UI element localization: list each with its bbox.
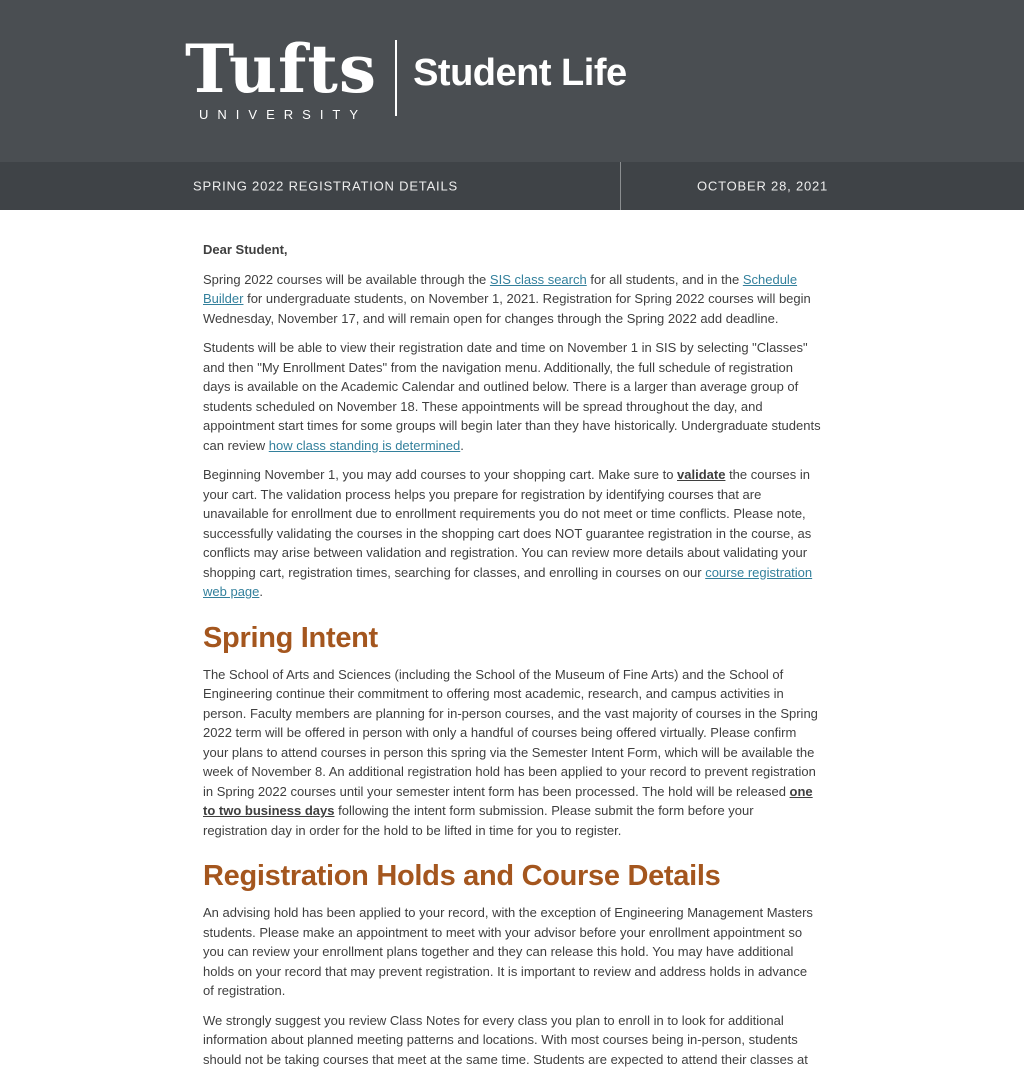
paragraph-text: An advising hold has been applied to your record, with the exception of Engineering Management Masters students. Please make an appointment to meet with your advisor before your enrollment appointment so you can review your enrollment plans together and they can release this hold. You may have additional holds on your record that may prevent registration. It is important to review and address holds in advance of registration. (203, 905, 813, 998)
paragraph-text: for undergraduate students, on November 1, 2021. Registration for Spring 2022 courses will begin Wednesday, November 17, and will remain open for changes through the Spring 2022 add deadline. (203, 291, 811, 326)
section-heading: Spring Intent (203, 622, 821, 655)
emphasized-text: one to two business days (203, 784, 813, 819)
paragraph-text: following the intent form submission. Please submit the form before your registration day in order for the hold to be lifted in time for you to register. (203, 803, 754, 838)
inline-link[interactable]: SIS class search (490, 272, 587, 287)
paragraph-text: . (259, 584, 263, 599)
paragraph-text: Spring 2022 courses will be available through the (203, 272, 490, 287)
paragraph (203, 1011, 821, 1069)
paragraph (203, 903, 821, 1001)
paragraph-text: for all students, and in the (587, 272, 743, 287)
paragraph-text: Beginning November 1, you may add courses to your shopping cart. Make sure to (203, 467, 677, 482)
content-area (0, 210, 1024, 1069)
paragraph (203, 338, 821, 455)
title-bar-divider (620, 162, 621, 210)
salutation (203, 240, 821, 260)
paragraph (203, 465, 821, 602)
registration-details-label: SPRING 2022 REGISTRATION DETAILS (193, 179, 458, 194)
site-title: Student Life (413, 52, 627, 95)
paragraph (203, 270, 821, 329)
section-heading: Registration Holds and Course Details (203, 860, 821, 893)
inline-link[interactable]: Schedule Builder (203, 272, 797, 307)
paragraph (203, 665, 821, 841)
paragraph-text: . (460, 438, 464, 453)
tufts-logo[interactable] (185, 34, 627, 122)
tufts-wordmark: Tufts (185, 34, 377, 104)
paragraph-text: The School of Arts and Sciences (including the School of the Museum of Fine Arts) and the School of Engineering continue their commitment to offering most academic, research, and campus activities in person. Faculty members are planning for in-person courses, and the vast majority of courses in the Spring 2022 term will be offered in person with only a handful of courses being offered virtually. Please confirm your plans to attend courses in person this spring via the Semester Intent Form, which will be available the week of November 8. An additional registration hold has been applied to your record to prevent registration in Spring 2022 courses until your semester intent form has been processed. The hold will be released (203, 667, 818, 799)
paragraph-text: the courses in your cart. The validation process helps you prepare for registration by identifying courses that are unavailable for enrollment due to enrollment requirements you do not meet or time conflicts. Please note, successfully validating the courses in the shopping cart does NOT guarantee registration in the course, as conflicts may arise between validation and registration. You can review more details about validating your shopping cart, registration times, searching for classes, and enrolling in courses on our (203, 467, 811, 580)
site-header (0, 0, 1024, 162)
paragraph-text: We strongly suggest you review Class Notes for every class you plan to enroll in to look for additional information about planned meeting patterns and locations. With most courses being in-person, students should not be taking courses that meet at the same time. Students are expected to attend their classes at (203, 1013, 808, 1067)
inline-link[interactable]: course registration web page (203, 565, 812, 600)
emphasized-text: validate (677, 467, 725, 482)
title-bar (0, 162, 1024, 210)
paragraph-text: Students will be able to view their registration date and time on November 1 in SIS by selecting "Classes" and then "My Enrollment Dates" from the navigation menu. Additionally, the full schedule of registration days is available on the Academic Calendar and outlined below. There is a larger than average group of students scheduled on November 18. These appointments will be spread throughout the day, and appointment start times for some groups will begin later than they have historically. Undergraduate students can review (203, 340, 821, 453)
email-body (203, 240, 821, 1069)
logo-divider (395, 40, 397, 116)
inline-link[interactable]: how class standing is determined (269, 438, 461, 453)
university-label: UNIVERSITY (195, 107, 367, 122)
paragraph-text: Dear Student, (203, 242, 288, 257)
tufts-wordmark-block (185, 34, 377, 122)
date-label: OCTOBER 28, 2021 (697, 179, 828, 194)
